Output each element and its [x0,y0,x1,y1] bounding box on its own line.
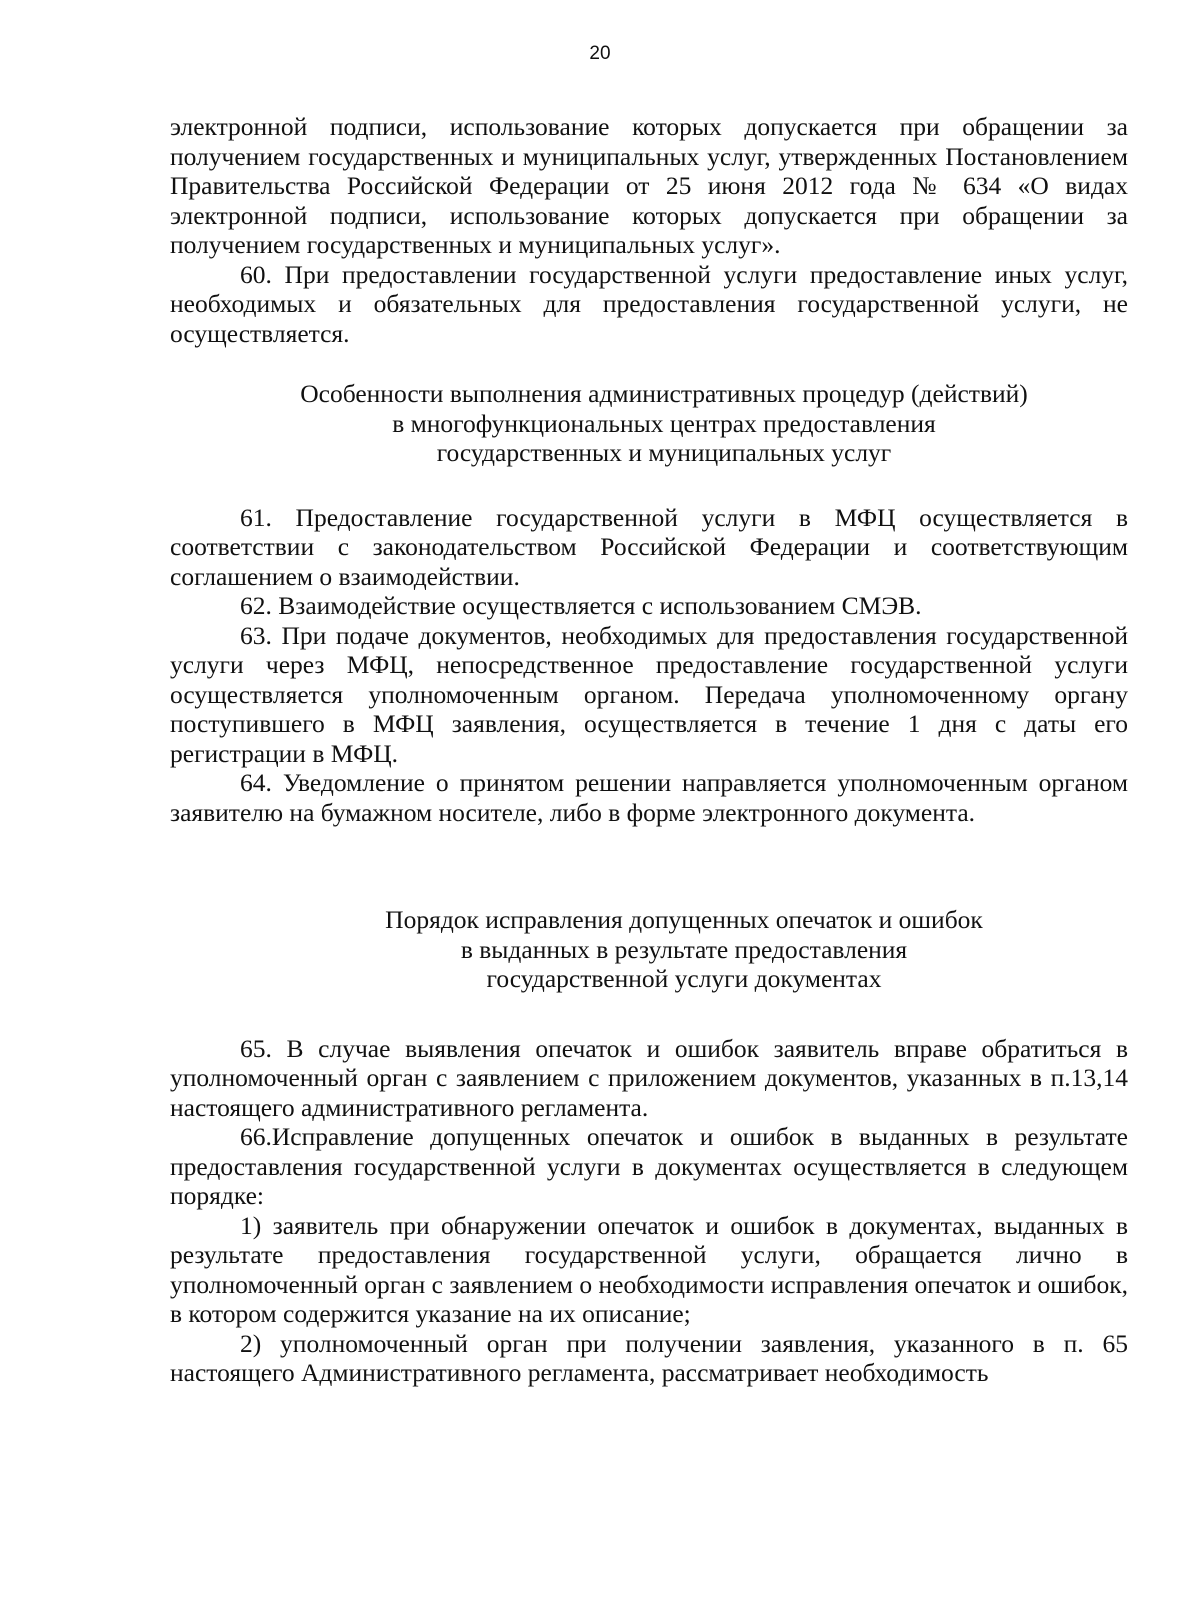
heading-line: государственной услуги документах [486,964,882,993]
paragraph-62: 62. Взаимодействие осуществляется с использованием СМЭВ. [240,591,922,620]
paragraph-66-item-1: 1) заявитель при обнаружении опечаток и ошибок в документах, выданных в результате предоставления государственной услуги, обращается лично в уполномоченный орган с заявлением о необходимости исправления опечаток и ошибок, в котором содержится указание на их описание; [170,1210,1128,1328]
paragraph-63: 63. При подаче документов, необходимых для предоставления государственной услуги через МФЦ, непосредственное предоставление государственной услуги осуществляется уполномоченным органом. Передача уполномоченному органу поступившего в МФЦ заявления, осуществляется в течение 1 дня с даты его регистрации в МФЦ. [170,620,1128,768]
paragraph-61: 61. Предоставление государственной услуги в МФЦ осуществляется в соответствии с законодательством Российской Федерации и соответствующим соглашением о взаимодействии. [170,502,1128,591]
paragraph-continuation: электронной подписи, использование которых допускается при обращении за получением государственных и муниципальных услуг, утвержденных Постановлением Правительства Российской Федерации от 25 июня 2012 года № 634 «О видах электронной подписи, использование которых допускается при обращении за получением государственных и муниципальных услуг». [170,112,1128,259]
document-body [170,112,1128,1388]
section-heading-mfc [170,379,1128,468]
heading-line: в выданных в результате предоставления [460,934,908,964]
heading-line: Особенности выполнения административных процедур (действий) [300,379,1028,408]
paragraph-66: 66.Исправление допущенных опечаток и ошибок в выданных в результате предоставления государственной услуги в документах осуществляется в следующем порядке: [170,1122,1128,1210]
paragraph-64: 64. Уведомление о принятом решении направляется уполномоченным органом заявителю на бумажном носителе, либо в форме электронного документа. [170,768,1128,827]
page-number: 20 [589,43,611,64]
heading-line: в многофункциональных центрах предоставления [392,408,936,438]
heading-line: государственных и муниципальных услуг [436,438,892,467]
paragraph-66-item-2: 2) уполномоченный орган при получении заявления, указанного в п. 65 настоящего Административного регламента, рассматривает необходимость [170,1328,1128,1387]
section-heading-corrections [170,905,1128,994]
paragraph-60: 60. При предоставлении государственной услуги предоставление иных услуг, необходимых и обязательных для предоставления государственной услуги, не осуществляется. [170,259,1128,348]
paragraph-65: 65. В случае выявления опечаток и ошибок заявитель вправе обратиться в уполномоченный орган с заявлением с приложением документов, указанных в п.13,14 настоящего административного регламента. [170,1033,1128,1122]
heading-line: Порядок исправления допущенных опечаток и ошибок [385,905,983,934]
